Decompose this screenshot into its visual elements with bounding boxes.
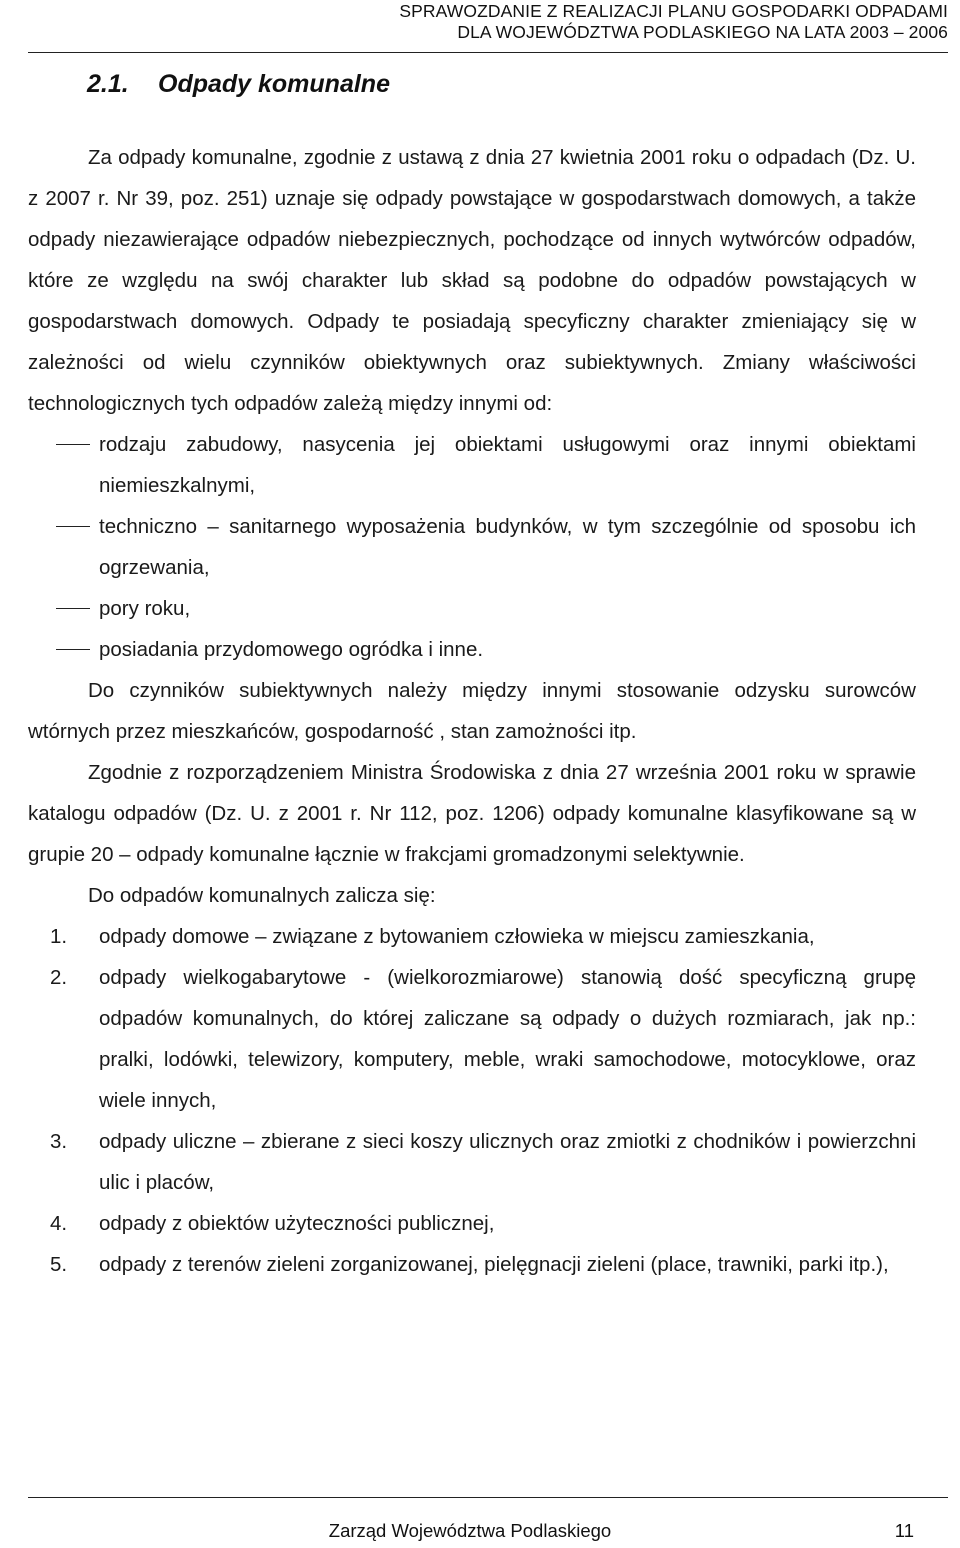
list-item-text: odpady z terenów zieleni zorganizowanej, pielęgnacji zieleni (place, trawniki, parki itp.), [99, 1253, 889, 1276]
list-item-text: rodzaju zabudowy, nasycenia jej obiektami usługowymi oraz innymi obiektami niemieszkalnymi, [99, 433, 916, 497]
list-item [28, 506, 916, 588]
list-number: 3. [50, 1130, 68, 1153]
list-number: 1. [50, 925, 68, 948]
list-number: 2. [50, 966, 68, 989]
paragraph-regulation: Zgodnie z rozporządzeniem Ministra Środowiska z dnia 27 września 2001 roku w sprawie katalogu odpadów (Dz. U. z 2001 r. Nr 112, poz. 1206) odpady komunalne klasyfikowane są w grupie 20 – odpady komunalne łącznie w frakcjami gromadzonymi selektywnie. [28, 761, 916, 866]
page-number: 11 [894, 1520, 914, 1541]
list-item-text: posiadania przydomowego ogródka i inne. [99, 638, 484, 661]
dash-bullet [56, 608, 90, 609]
list-number: 5. [50, 1253, 68, 1276]
list-item-text: pory roku, [99, 597, 191, 620]
list-item [28, 1244, 916, 1285]
paragraph-list-intro: Do odpadów komunalnych zalicza się: [88, 884, 436, 907]
list-item [28, 424, 916, 506]
list-item-text: odpady z obiektów użyteczności publicznej, [99, 1212, 495, 1235]
list-item [28, 1203, 916, 1244]
section-number: 2.1. [87, 70, 129, 98]
list-item [28, 1121, 916, 1203]
section-title: Odpady komunalne [158, 70, 390, 98]
paragraph-subjective-factors: Do czynników subiektywnych należy między innymi stosowanie odzysku surowców wtórnych przez mieszkańców, gospodarność , stan zamożności itp. [28, 679, 916, 743]
waste-type-list [28, 916, 916, 1285]
factor-list [28, 424, 916, 670]
list-item-text: techniczno – sanitarnego wyposażenia budynków, w tym szczególnie od sposobu ich ogrzewania, [99, 515, 916, 579]
list-item-text: odpady domowe – związane z bytowaniem człowieka w miejscu zamieszkania, [99, 925, 815, 948]
section-heading [87, 70, 390, 99]
running-header [48, 1, 948, 43]
header-line-1: SPRAWOZDANIE Z REALIZACJI PLANU GOSPODARKI ODPADAMI [399, 1, 948, 21]
list-item [28, 916, 916, 957]
list-item [28, 588, 916, 629]
footer-divider [28, 1497, 948, 1498]
header-divider [28, 52, 948, 53]
document-body [28, 137, 916, 1285]
dash-bullet [56, 649, 90, 650]
dash-bullet [56, 444, 90, 445]
list-item-text: odpady uliczne – zbierane z sieci koszy ulicznych oraz zmiotki z chodników i powierzchni ulic i placów, [99, 1130, 916, 1194]
header-line-2: DLA WOJEWÓDZTWA PODLASKIEGO NA LATA 2003 – 2006 [457, 22, 948, 42]
list-item [28, 629, 916, 670]
list-item-text: odpady wielkogabarytowe - (wielkorozmiarowe) stanowią dość specyficzną grupę odpadów komunalnych, do której zaliczane są odpady o dużych rozmiarach, jak np.: pralki, lodówki, telewizory, komputery, meble, wraki samochodowe, motocyklowe, oraz wiele innych, [99, 966, 916, 1112]
footer-organization: Zarząd Województwa Podlaskiego [328, 1520, 612, 1541]
list-number: 4. [50, 1212, 68, 1235]
dash-bullet [56, 526, 90, 527]
list-item [28, 957, 916, 1121]
paragraph-definition: Za odpady komunalne, zgodnie z ustawą z dnia 27 kwietnia 2001 roku o odpadach (Dz. U. z 2007 r. Nr 39, poz. 251) uznaje się odpady powstające w gospodarstwach domowych, a także odpady niezawierające odpadów niebezpiecznych, pochodzące od innych wytwórców odpadów, które ze względu na swój charakter lub skład są podobne do odpadów powstających w gospodarstwach domowych. Odpady te posiadają specyficzny charakter zmieniający się w zależności od wielu czynników obiektywnych oraz subiektywnych. Zmiany właściwości technologicznych tych odpadów zależą między innymi od: [28, 146, 916, 415]
